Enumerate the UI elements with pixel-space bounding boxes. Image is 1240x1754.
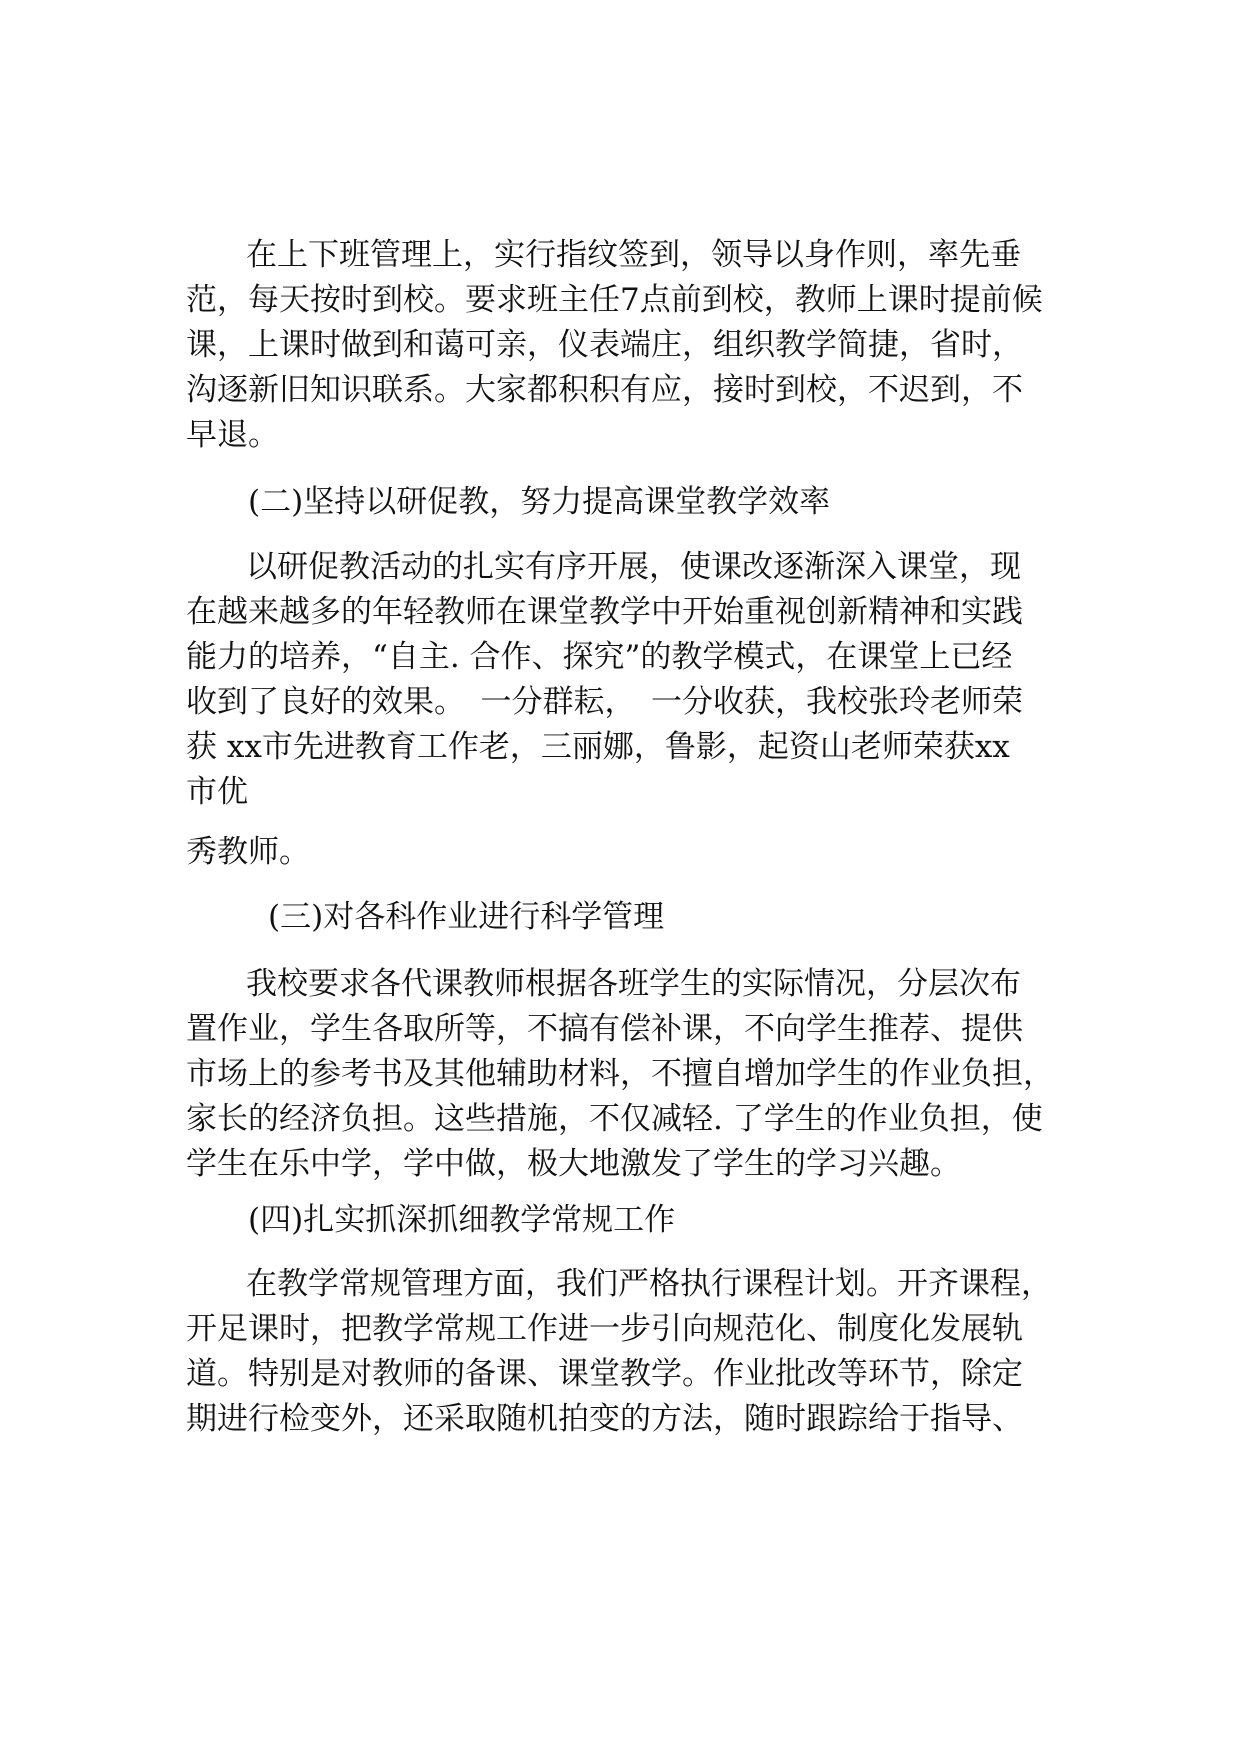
paragraph-1-line-4: 沟逐新旧知识联系。大家都积积有应，接时到校，不迟到，不 (186, 372, 1023, 408)
paragraph-3-line-2: 置作业，学生各取所等，不搞有偿补课，不向学生推荐、提供 (186, 1011, 1023, 1047)
paragraph-1-line-2: 范，每天按时到校。要求班主任7点前到校，教师上课时提前候 (186, 282, 1043, 318)
section-heading-2: (二)坚持以研促教，努力提高课堂教学效率 (248, 484, 831, 520)
section-heading-3: (三)对各科作业进行科学管理 (268, 899, 665, 935)
paragraph-2-line-1: 以研促教活动的扎实有序开展，使课改逐渐深入课堂，现 (246, 549, 1021, 585)
paragraph-2-line-3: 能力的培养，“自主. 合作、探究”的教学模式，在课堂上已经 (186, 639, 1013, 675)
paragraph-4-line-2: 开足课时，把教学常规工作进一步引向规范化、制度化发展轨 (186, 1311, 1023, 1347)
paragraph-3-line-1: 我校要求各代课教师根据各班学生的实际情况，分层次布 (246, 966, 1021, 1002)
paragraph-3-line-4: 家长的经济负担。这些措施，不仅减轻. 了学生的作业负担，使 (186, 1101, 1043, 1137)
paragraph-1-line-1: 在上下班管理上，实行指纹签到，领导以身作则，率先垂 (246, 237, 1021, 273)
paragraph-2-line-6: 市优 (186, 774, 248, 810)
paragraph-2-line-7: 秀教师。 (186, 834, 310, 870)
paragraph-2-line-5: 获 xx市先进教育工作老，三丽娜，鲁影，起资山老师荣获xx (186, 729, 1010, 765)
paragraph-3-line-3: 市场上的参考书及其他辅助材料，不擅自增加学生的作业负担， (186, 1056, 1054, 1092)
section-heading-4: (四)扎实抓深抓细教学常规工作 (248, 1202, 676, 1238)
paragraph-2-line-2: 在越来越多的年轻教师在课堂教学中开始重视创新精神和实践 (186, 594, 1023, 630)
paragraph-3-line-5: 学生在乐中学，学中做，极大地激发了学生的学习兴趣。 (186, 1146, 961, 1182)
paragraph-4-line-1: 在教学常规管理方面，我们严格执行课程计划。开齐课程， (246, 1266, 1052, 1302)
paragraph-4-line-3: 道。特别是对教师的备课、课堂教学。作业批改等环节，除定 (186, 1356, 1023, 1392)
paragraph-2-line-4: 收到了良好的效果。 一分群耘， 一分收获，我校张玲老师荣 (186, 684, 1023, 720)
paragraph-1-line-3: 课，上课时做到和蔼可亲，仪表端庄，组织教学简捷，省时， (186, 327, 1023, 363)
paragraph-4-line-4: 期进行检变外，还采取随机拍变的方法，随时跟踪给于指导、 (186, 1401, 1023, 1437)
paragraph-1-line-5: 早退。 (186, 417, 279, 453)
